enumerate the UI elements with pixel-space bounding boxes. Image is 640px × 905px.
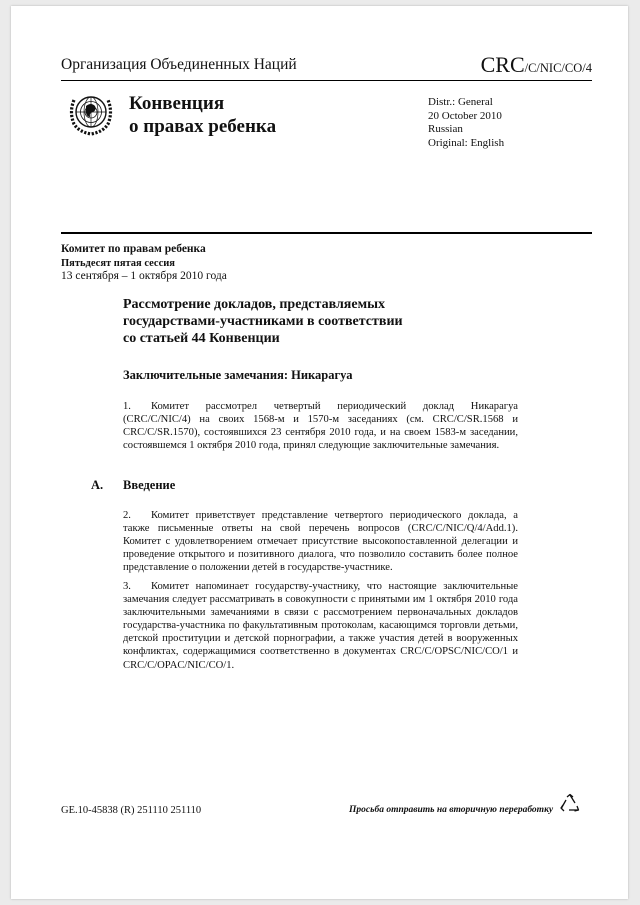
organization-name: Организация Объединенных Наций (61, 56, 297, 73)
distribution-line: Distr.: General (428, 96, 493, 108)
language-line: Russian (428, 123, 463, 135)
distribution-block (428, 96, 504, 150)
convention-title-line1: Конвенция (129, 93, 225, 114)
original-language-line: Original: English (428, 136, 505, 149)
committee-name: Комитет по правам ребенка (61, 243, 206, 255)
date-line: 20 October 2010 (428, 109, 502, 122)
session-dates: 13 сентября – 1 октября 2010 года (61, 270, 227, 282)
document-symbol (481, 52, 592, 78)
section-title: Введение (123, 478, 176, 492)
paragraph-number: 2. (123, 510, 131, 521)
paragraph-3 (123, 580, 518, 672)
section-heading (91, 478, 175, 493)
paragraph-text: Комитет напоминает государству-участнику, что настоящие заключительные замечания следует рассматривать в совокупности с принятыми им 1 октября 2010 года заключительными замечаниями в связи с рассмотрением первоначальных докладов государства-участника по факультативным протоколам, касающимся торговли детьми, детской проституции и детской порнографии, а также участия детей в вооруженных конфликтах, содержащимися соответственно в документах CRC/C/OPSC/NIC/CO/1 и CRC/C/OPAC/NIC/CO/1. (123, 581, 518, 671)
recycle-note: Просьба отправить на вторичную переработку (349, 805, 554, 815)
symbol-sub: /C/NIC/CO/4 (524, 61, 592, 75)
session-name: Пятьдесят пятая сессия (61, 257, 175, 269)
title-line2: государствами-участниками в соответствии (123, 314, 403, 329)
paragraph-number: 3. (123, 581, 131, 592)
committee-block (61, 243, 227, 284)
document-title (123, 296, 523, 347)
document-page (11, 6, 628, 899)
un-emblem-icon (65, 86, 117, 138)
convention-title (129, 92, 276, 138)
job-number: GE.10-45838 (R) 251110 251110 (61, 805, 202, 816)
convention-title-line2: о правах ребенка (129, 116, 277, 137)
header-rule (61, 80, 592, 81)
paragraph-number: 1. (123, 401, 131, 412)
paragraph-text: Комитет рассмотрел четвертый периодический доклад Никарагуа (CRC/C/NIC/4) на своих 1568-м и 1570-м заседаниях (см. CRC/C/SR.1568 и CRC/C/SR.1570), состоявшихся 23 сентября 2010 года, и на своем 1583-м заседании, состоявшемся 1 октября 2010 года, принял следующие заключительные замечания. (123, 401, 518, 452)
symbol-main: CRC (480, 52, 525, 77)
section-letter: A. (91, 478, 104, 492)
recycle-icon (559, 793, 581, 815)
title-line3: со статьей 44 Конвенции (123, 331, 280, 346)
title-line1: Рассмотрение докладов, представляемых (123, 297, 386, 312)
masthead-rule (61, 232, 592, 234)
paragraph-text: Комитет приветствует представление четвертого периодического доклада, а также письменные ответы на свой перечень вопросов (CRC/C/NIC/Q/4/Add.1). Комитет с удовлетворением отмечает присутствие высокопоставленной делегации и проведение открытого и позитивного диалога, что позволило составить более полное представление о положении детей в государстве-участнике. (123, 510, 518, 574)
document-subtitle: Заключительные замечания: Никарагуа (123, 368, 353, 382)
paragraph-1 (123, 400, 518, 452)
paragraph-2 (123, 509, 518, 574)
